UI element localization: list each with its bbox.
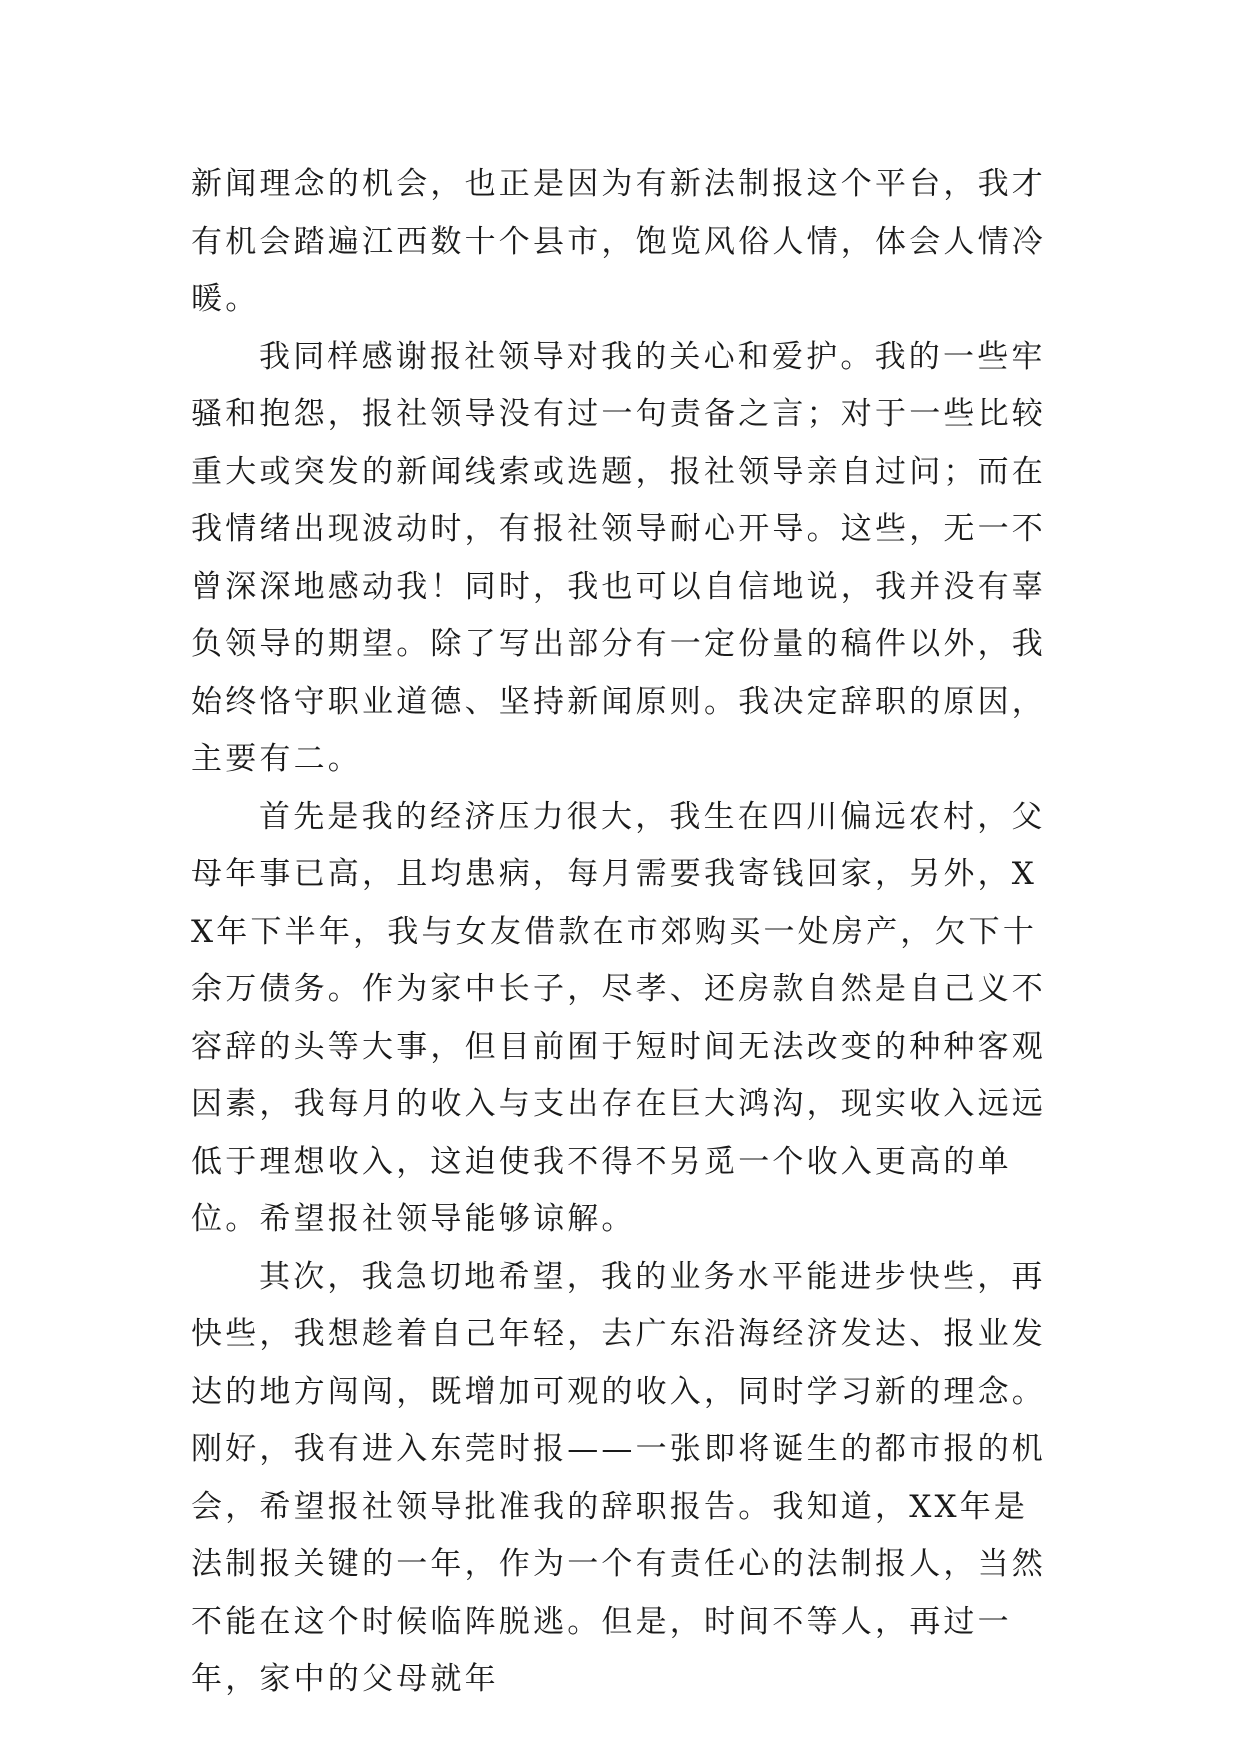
paragraph-3: 首先是我的经济压力很大，我生在四川偏远农村，父母年事已高，且均患病，每月需要我寄钱回家，另外，XX年下半年，我与女友借款在市郊购买一处房产，欠下十余万债务。作为家中长子，尽孝、还房款自然是自己义不容辞的头等大事，但目前囿于短时间无法改变的种种客观因素，我每月的收入与支出存在巨大鸿沟，现实收入远远低于理想收入，这迫使我不得不另觅一个收入更高的单位。希望报社领导能够谅解。 (191, 798, 1046, 1237)
paragraph-2: 我同样感谢报社领导对我的关心和爱护。我的一些牢骚和抱怨，报社领导没有过一句责备之言；对于一些比较重大或突发的新闻线索或选题，报社领导亲自过问；而在我情绪出现波动时，有报社领导耐心开导。这些，无一不曾深深地感动我！同时，我也可以自信地说，我并没有辜负领导的期望。除了写出部分有一定份量的稿件以外，我始终恪守职业道德、坚持新闻原则。我决定辞职的原因，主要有二。 (191, 338, 1046, 777)
paragraph-1: 新闻理念的机会，也正是因为有新法制报这个平台，我才有机会踏遍江西数十个县市，饱览风俗人情，体会人情冷暖。 (191, 166, 1046, 317)
paragraph-4: 其次，我急切地希望，我的业务水平能进步快些，再快些，我想趁着自己年轻，去广东沿海经济发达、报业发达的地方闯闯，既增加可观的收入，同时学习新的理念。刚好，我有进入东莞时报——一张即将诞生的都市报的机会，希望报社领导批准我的辞职报告。我知道，XX年是法制报关键的一年，作为一个有责任心的法制报人，当然不能在这个时候临阵脱逃。但是，时间不等人，再过一年，家中的父母就年 (191, 1258, 1046, 1697)
document-body (191, 156, 1051, 1709)
